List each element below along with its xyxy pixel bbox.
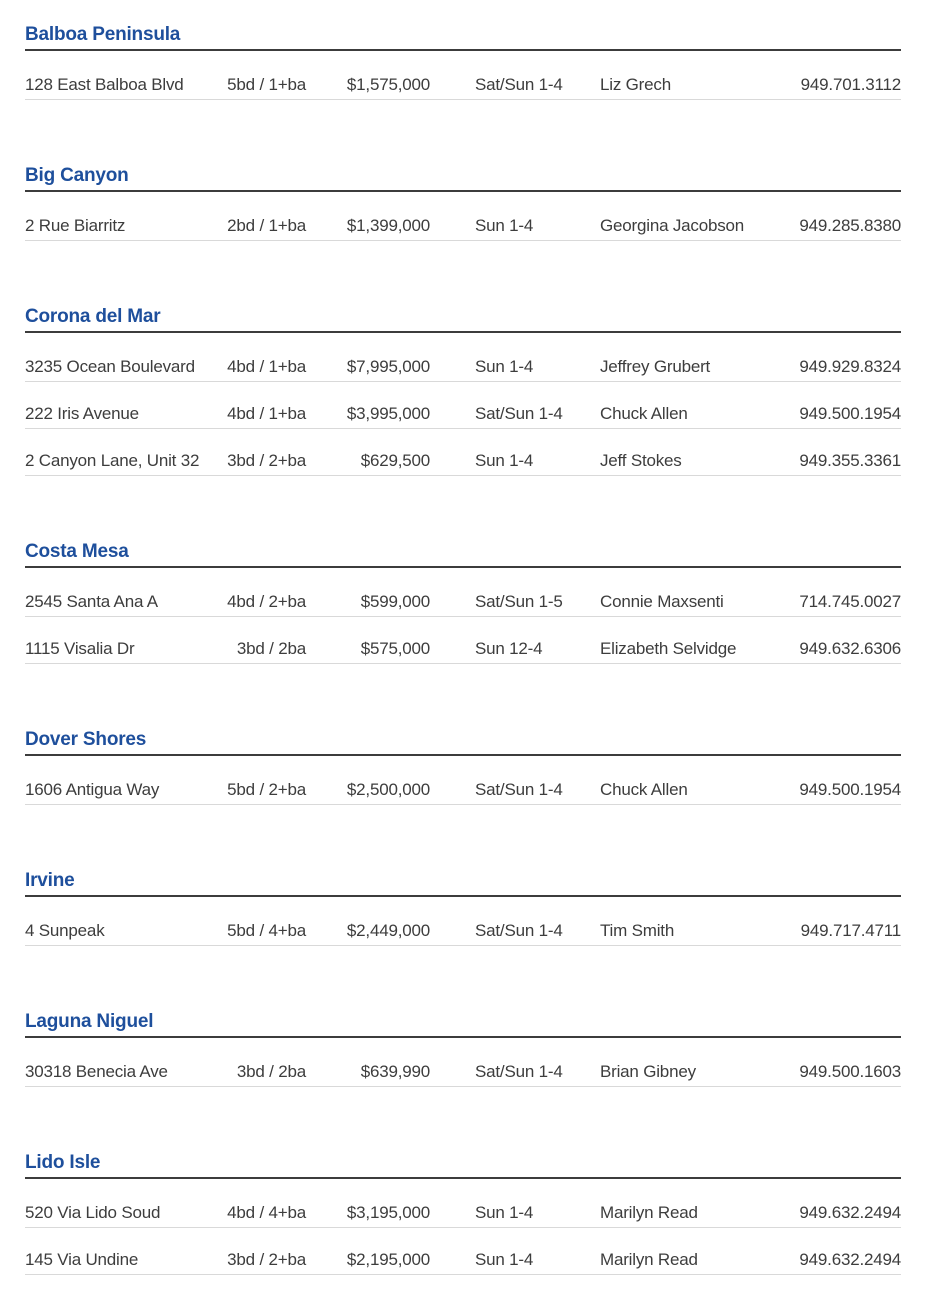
listing-price: $7,995,000	[346, 357, 430, 376]
listing-agent: Liz Grech	[600, 75, 671, 94]
section-title: Lido Isle	[25, 1151, 901, 1179]
listing-agent: Brian Gibney	[600, 1062, 696, 1081]
listing-bd-ba: 5bd / 1+ba	[227, 75, 306, 94]
listing-row	[25, 1228, 901, 1275]
listing-address: 3235 Ocean Boulevard	[25, 357, 195, 376]
listing-agent: Tim Smith	[600, 921, 675, 940]
listing-open-time: Sat/Sun 1-4	[475, 1062, 563, 1081]
listing-phone: 949.285.8380	[799, 216, 901, 235]
listing-address: 4 Sunpeak	[25, 921, 105, 940]
listing-agent: Marilyn Read	[600, 1250, 698, 1269]
listing-row	[25, 758, 901, 805]
section-rows	[25, 570, 901, 664]
listing-row	[25, 899, 901, 946]
listing-open-time: Sat/Sun 1-5	[475, 592, 563, 611]
listing-open-time: Sat/Sun 1-4	[475, 75, 563, 94]
listing-price: $639,990	[360, 1062, 430, 1081]
listing-agent: Georgina Jacobson	[600, 216, 745, 235]
listing-open-time: Sat/Sun 1-4	[475, 780, 563, 799]
section-rows	[25, 758, 901, 805]
section-title: Irvine	[25, 869, 901, 897]
listing-price: $2,449,000	[346, 921, 430, 940]
listing-phone: 949.355.3361	[799, 451, 901, 470]
listing-row	[25, 617, 901, 664]
listing-bd-ba: 3bd / 2ba	[236, 639, 306, 658]
listing-address: 128 East Balboa Blvd	[25, 75, 184, 94]
listing-address: 2545 Santa Ana A	[25, 592, 158, 611]
listing-address: 30318 Benecia Ave	[25, 1062, 168, 1081]
section-title: Big Canyon	[25, 164, 901, 192]
listing-agent: Jeff Stokes	[600, 451, 682, 470]
listing-bd-ba: 3bd / 2+ba	[227, 451, 306, 470]
section-rows	[25, 53, 901, 100]
listing-phone: 949.500.1954	[799, 780, 901, 799]
section-rows	[25, 194, 901, 241]
section-balboa-peninsula	[25, 23, 901, 100]
listing-address: 2 Canyon Lane, Unit 32	[25, 451, 200, 470]
listing-open-time: Sun 1-4	[475, 216, 534, 235]
listing-address: 1606 Antigua Way	[25, 780, 160, 799]
listing-price: $629,500	[360, 451, 430, 470]
listing-bd-ba: 2bd / 1+ba	[227, 216, 306, 235]
listing-price: $3,995,000	[346, 404, 430, 423]
listing-bd-ba: 3bd / 2ba	[236, 1062, 306, 1081]
listing-open-time: Sat/Sun 1-4	[475, 921, 563, 940]
listing-row	[25, 1181, 901, 1228]
section-costa-mesa	[25, 540, 901, 664]
section-rows	[25, 335, 901, 476]
listing-open-time: Sat/Sun 1-4	[475, 404, 563, 423]
section-title: Corona del Mar	[25, 305, 901, 333]
listing-bd-ba: 4bd / 4+ba	[227, 1203, 306, 1222]
listing-open-time: Sun 1-4	[475, 1250, 534, 1269]
listing-phone: 949.500.1954	[799, 404, 901, 423]
listing-price: $2,500,000	[346, 780, 430, 799]
listing-price: $2,195,000	[346, 1250, 430, 1269]
section-corona-del-mar	[25, 305, 901, 476]
listing-agent: Chuck Allen	[600, 780, 688, 799]
listing-row	[25, 429, 901, 476]
section-title: Costa Mesa	[25, 540, 901, 568]
listing-price: $599,000	[360, 592, 430, 611]
listing-phone: 949.632.2494	[799, 1203, 901, 1222]
listing-bd-ba: 4bd / 1+ba	[227, 404, 306, 423]
listing-address: 145 Via Undine	[25, 1250, 139, 1269]
listing-price: $1,575,000	[346, 75, 430, 94]
listing-open-time: Sun 1-4	[475, 1203, 534, 1222]
listing-bd-ba: 4bd / 1+ba	[227, 357, 306, 376]
listing-agent: Elizabeth Selvidge	[600, 639, 737, 658]
listing-bd-ba: 5bd / 2+ba	[227, 780, 306, 799]
section-lido-isle	[25, 1151, 901, 1275]
section-rows	[25, 1040, 901, 1087]
listing-address: 222 Iris Avenue	[25, 404, 139, 423]
section-rows	[25, 899, 901, 946]
listing-row	[25, 570, 901, 617]
listing-open-time: Sun 12-4	[475, 639, 543, 658]
listing-address: 1115 Visalia Dr	[25, 639, 135, 658]
section-rows	[25, 1181, 901, 1275]
listing-phone: 949.500.1603	[799, 1062, 901, 1081]
listing-row	[25, 335, 901, 382]
listing-row	[25, 1040, 901, 1087]
listing-address: 520 Via Lido Soud	[25, 1203, 161, 1222]
listing-row	[25, 194, 901, 241]
listing-phone: 714.745.0027	[799, 592, 901, 611]
listing-price: $3,195,000	[346, 1203, 430, 1222]
listing-row	[25, 53, 901, 100]
listing-phone: 949.632.2494	[799, 1250, 901, 1269]
listing-bd-ba: 4bd / 2+ba	[227, 592, 306, 611]
section-dover-shores	[25, 728, 901, 805]
listing-agent: Connie Maxsenti	[600, 592, 724, 611]
section-title: Balboa Peninsula	[25, 23, 901, 51]
section-irvine	[25, 869, 901, 946]
section-title: Laguna Niguel	[25, 1010, 901, 1038]
listing-row	[25, 382, 901, 429]
section-big-canyon	[25, 164, 901, 241]
listing-bd-ba: 5bd / 4+ba	[227, 921, 306, 940]
section-laguna-niguel	[25, 1010, 901, 1087]
listing-phone: 949.632.6306	[799, 639, 901, 658]
listing-phone: 949.701.3112	[800, 75, 901, 94]
listing-price: $575,000	[360, 639, 430, 658]
listing-agent: Chuck Allen	[600, 404, 688, 423]
listing-price: $1,399,000	[346, 216, 430, 235]
listing-bd-ba: 3bd / 2+ba	[227, 1250, 306, 1269]
listing-address: 2 Rue Biarritz	[25, 216, 126, 235]
section-title: Dover Shores	[25, 728, 901, 756]
listing-agent: Jeffrey Grubert	[600, 357, 711, 376]
listing-open-time: Sun 1-4	[475, 451, 534, 470]
listing-agent: Marilyn Read	[600, 1203, 698, 1222]
listing-open-time: Sun 1-4	[475, 357, 534, 376]
listing-phone: 949.717.4711	[800, 921, 901, 940]
listing-phone: 949.929.8324	[799, 357, 901, 376]
